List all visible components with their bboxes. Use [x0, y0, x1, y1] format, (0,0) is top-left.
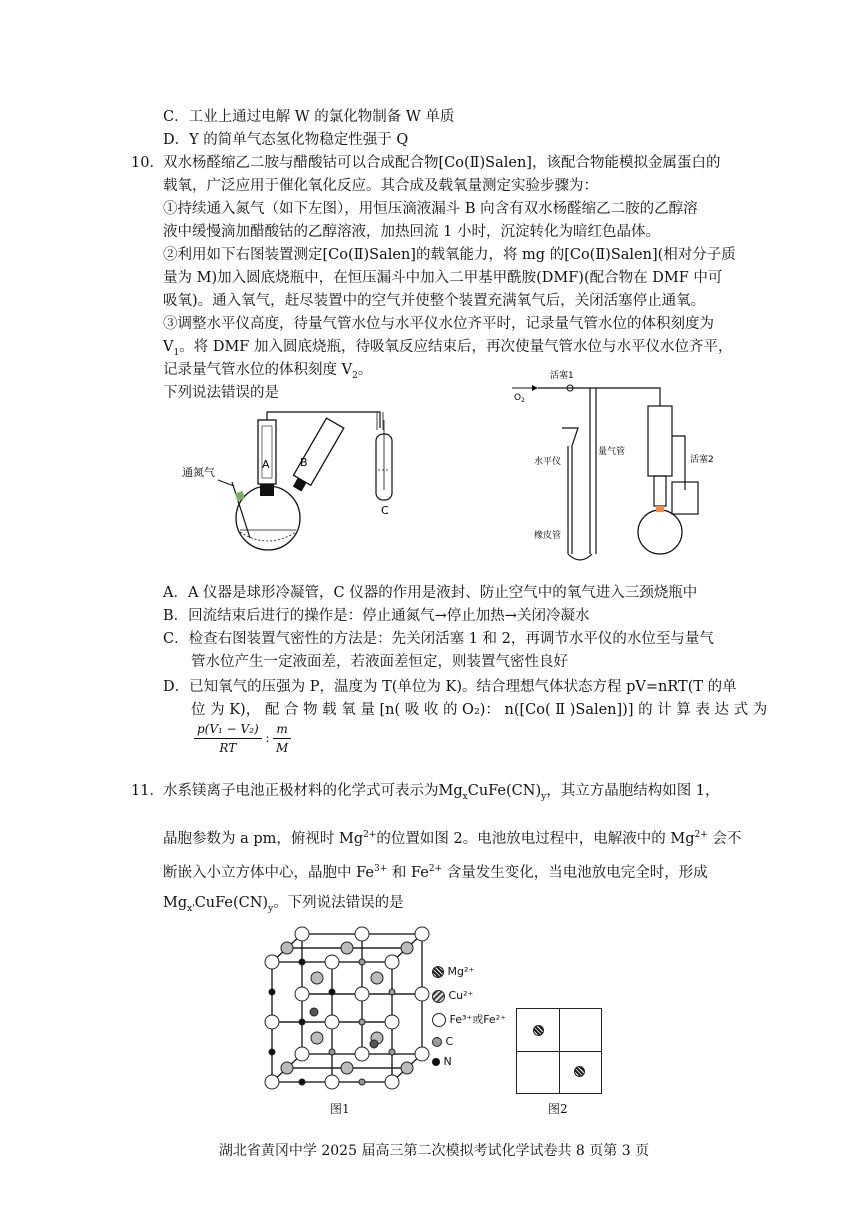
gas-measurement-apparatus-figure [510, 366, 714, 566]
q11-line2: 晶胞参数为 a pm，俯视时 $Mg^{2+}$的位置如图 2。电池放电过程中，电解液中的 $Mg^{2+}$ 会不 [163, 830, 742, 847]
mg-atom [310, 1008, 318, 1016]
q10-step1-line2: 液中缓慢滴加醋酸钴的乙醇溶液，加热回流 1 小时，沉淀转化为暗红色晶体。 [163, 224, 660, 240]
q11-line4: $Mg_{x'}CuFe(CN)_y$。下列说法错误的是 [163, 895, 404, 914]
mg-atom [370, 1040, 378, 1048]
q10-number: 10． [131, 155, 164, 171]
dropping-funnel-b [293, 418, 343, 485]
cn-atom [359, 1019, 365, 1025]
fe-atom [355, 987, 369, 1001]
cu-atom [341, 942, 353, 954]
page-footer: 湖北省黄冈中学 2025 届高三第二次模拟考试化学试卷共 8 页第 3 页 [218, 1143, 650, 1159]
label-a: A [262, 458, 270, 471]
q10-option-c-line2: 管水位产生一定液面差，若液面差恒定，则装置气密性良好 [191, 654, 568, 670]
cu-atom [341, 1062, 353, 1074]
fig2-caption: 图2 [548, 1102, 568, 1116]
cn-atom [389, 1049, 395, 1055]
legend-n: N [432, 1052, 506, 1072]
q11-line3: 断嵌入小立方体中心，晶胞中 $Fe^{3+}$ 和 $Fe^{2+}$ 含量发生变化，当电池放电完全时，形成 [163, 864, 708, 881]
crystal-cell-figure1 [262, 926, 432, 1096]
q10-option-d-line1: D．已知氧气的压强为 P，温度为 T(单位为 K)。结合理想气体状态方程 pV=nRT(T 的单 [163, 679, 737, 695]
fe-atom [295, 927, 309, 941]
q11-number: 11． [131, 783, 164, 799]
q10-option-d-line2: 位 为 K)， 配 合 物 载 氧 量 [n( 吸 收 的 O₂)： n([Co( Ⅱ )Salen])] 的 计 算 表 达 式 为 [191, 702, 768, 718]
cn-atom [299, 959, 305, 965]
fig1-caption: 图1 [330, 1102, 350, 1116]
q10-step1-line1: ①持续通入氮气（如下左图），用恒压滴液漏斗 B 向含有双水杨醛缩乙二胺的乙醇溶 [163, 201, 698, 217]
cn-atom [269, 1049, 275, 1055]
q10-step3-line1: ③调整水平仪高度，待量气管水位与水平仪水位齐平时，记录量气管水位的体积刻度为 [163, 316, 714, 332]
q10-step3-line3: 记录量气管水位的体积刻度 $V_2$。 [163, 362, 373, 381]
top-view-figure2 [516, 1008, 602, 1094]
fe-atom [355, 1047, 369, 1061]
cu-atom [371, 972, 383, 984]
legend-cu: Cu²⁺ [432, 984, 506, 1008]
fe-atom [295, 987, 309, 1001]
cn-atom [269, 989, 275, 995]
cu-atom [311, 972, 323, 984]
label-rubber: 橡皮管 [534, 531, 562, 541]
q9-option-d: D．Y 的简单气态氢化物稳定性强于 Q [163, 132, 409, 148]
fe-atom [415, 987, 429, 1001]
cu-atom [401, 942, 413, 954]
q11-line1: 水系镁离子电池正极材料的化学式可表示为$Mg_xCuFe(CN)_y$，其立方晶胞结构如图 1， [163, 783, 720, 802]
legend-mg: Mg²⁺ [432, 960, 506, 984]
cn-atom [329, 1049, 335, 1055]
fe-atom [295, 1047, 309, 1061]
mg-top-view-1 [533, 1025, 544, 1036]
legend-c: C [432, 1032, 506, 1052]
fe-atom [355, 927, 369, 941]
fe-atom [325, 1075, 339, 1089]
q10-formula: $\frac{\text{p(V₁ − V₂)}}{RT}$ : $\frac{m}{M}$ [194, 720, 291, 757]
fe-atom [265, 955, 279, 969]
q10-step2-line1: ②利用如下右图装置测定[Co(Ⅱ)Salen]的载氧能力，将 mg 的[Co(Ⅱ)Salen](相对分子质 [163, 247, 736, 263]
q10-stem-line2: 载氧，广泛应用于催化氧化反应。其合成及载氧量测定实验步骤为： [163, 178, 598, 194]
q10-question: 下列说法错误的是 [163, 385, 279, 401]
q10-option-b: B．回流结束后进行的操作是：停止通氮气→停止加热→关闭冷凝水 [163, 608, 590, 624]
q10-stem-line1: 双水杨醛缩乙二胺与醋酸钴可以合成配合物[Co(Ⅱ)Salen]，该配合物能模拟金属蛋白的 [163, 155, 721, 171]
fe-atom [385, 1015, 399, 1029]
fe-atom [325, 1015, 339, 1029]
label-gas-tube: 量气管 [598, 447, 626, 457]
fig1-legend [432, 960, 506, 1072]
label-o2: $O_2$ [514, 393, 525, 404]
cn-atom [299, 1019, 305, 1025]
cn-atom [389, 989, 395, 995]
q10-step3-line2: $V_1$。将 DMF 加入圆底烧瓶，待吸氧反应结束后，再次使量气管水位与水平仪水位齐平， [163, 339, 733, 358]
fe-atom [415, 1047, 429, 1061]
fe-atom [265, 1015, 279, 1029]
q10-option-c-line1: C．检查右图装置气密性的方法是：先关闭活塞 1 和 2，再调节水平仪的水位至与量气 [163, 631, 714, 647]
cu-atom [281, 942, 293, 954]
cn-atom [329, 989, 335, 995]
cn-atom [359, 1079, 365, 1085]
cu-atom [401, 1062, 413, 1074]
fe-atom [385, 955, 399, 969]
fe-atom [415, 927, 429, 941]
q11-formula2: $Mg_{x'}CuFe(CN)_y$ [163, 895, 274, 914]
q10-step2-line2: 量为 M)加入圆底烧瓶中，在恒压漏斗中加入二甲基甲酰胺(DMF)(配合物在 DMF 中可 [163, 270, 723, 286]
label-valve2: 活塞2 [690, 455, 714, 465]
legend-fe: Fe³⁺或Fe²⁺ [432, 1008, 506, 1032]
cu-atom [311, 1032, 323, 1044]
reflux-apparatus-figure [180, 400, 420, 560]
q9-option-c: C．工业上通过电解 W 的氯化物制备 W 单质 [163, 109, 455, 125]
cn-atom [299, 1079, 305, 1085]
q10-option-a: A．A 仪器是球形冷凝管，C 仪器的作用是液封、防止空气中的氧气进入三颈烧瓶中 [163, 585, 698, 601]
label-level: 水平仪 [534, 457, 562, 467]
label-b: B [300, 456, 308, 469]
q11-formula1: $Mg_xCuFe(CN)_y$ [438, 783, 547, 802]
cu-atom [281, 1062, 293, 1074]
fe-atom [385, 1075, 399, 1089]
cn-atom [359, 959, 365, 965]
fe-atom [265, 1075, 279, 1089]
mg-top-view-2 [574, 1066, 585, 1077]
fe-atom [325, 955, 339, 969]
label-c: C [381, 504, 389, 517]
label-valve1: 活塞1 [550, 371, 574, 381]
q10-step2-line3: 吸氧)。通入氧气，赶尽装置中的空气并使整个装置充满氧气后，关闭活塞停止通氧。 [163, 293, 706, 309]
condenser-a [258, 420, 276, 484]
label-n2: 通氮气 [182, 466, 215, 479]
